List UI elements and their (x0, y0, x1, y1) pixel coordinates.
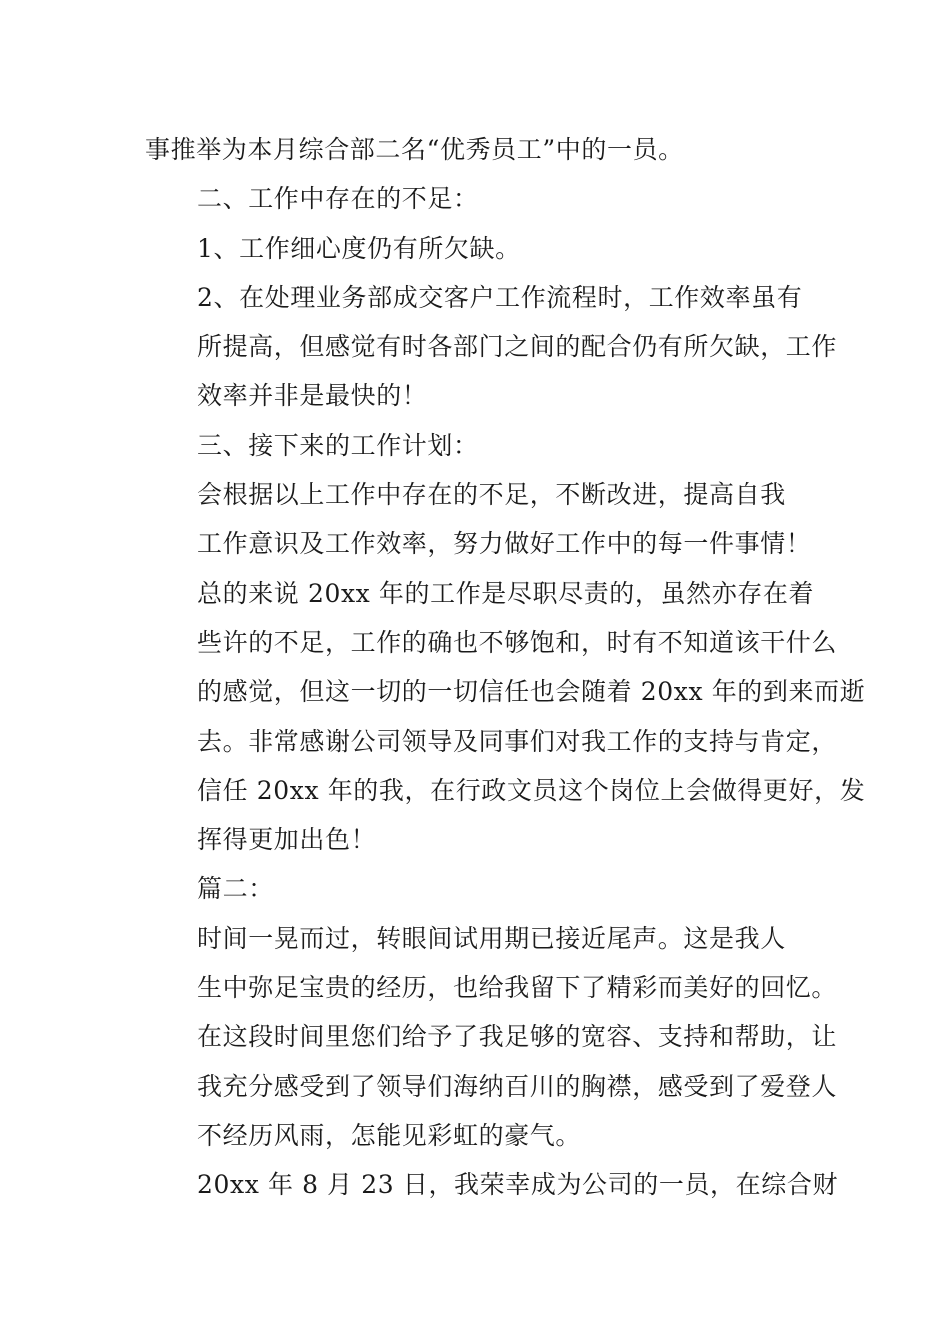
paragraph (145, 421, 810, 470)
text-line: 三、接下来的工作计划： (197, 430, 479, 460)
paragraph (145, 125, 810, 174)
body-text (145, 125, 866, 1210)
text-line: 信任 20xx 年的我，在行政文员这个岗位上会做得更好，发 (197, 775, 866, 805)
text-line: 的感觉，但这一切的一切信任也会随着 20xx 年的到来而逝 (197, 677, 866, 707)
text-line: 事推举为本月综合部二名“优秀员工”中的一员。 (145, 135, 684, 164)
text-line: 20xx 年 8 月 23 日，我荣幸成为公司的一员，在综合财 (197, 1170, 839, 1200)
text-line: 些许的不足，工作的确也不够饱和，时有不知道该干什么 (197, 627, 838, 657)
paragraph (145, 1160, 839, 1209)
text-line: 二、工作中存在的不足： (197, 184, 479, 214)
paragraph (145, 470, 810, 569)
text-line: 不经历风雨，怎能见彩虹的豪气。 (197, 1120, 582, 1150)
paragraph (145, 174, 810, 223)
text-line: 效率并非是最快的！ (197, 381, 428, 411)
paragraph (145, 569, 866, 865)
text-line: 我充分感受到了领导们海纳百川的胸襟，感受到了爱登人 (197, 1071, 838, 1101)
text-line: 去。非常感谢公司领导及同事们对我工作的支持与肯定， (197, 726, 838, 756)
text-line: 会根据以上工作中存在的不足，不断改进，提高自我 (197, 480, 786, 510)
text-line: 在这段时间里您们给予了我足够的宽容、支持和帮助，让 (197, 1022, 838, 1052)
text-line: 所提高，但感觉有时各部门之间的配合仍有所欠缺，工作 (197, 332, 838, 362)
text-line: 总的来说 20xx 年的工作是尽职尽责的，虽然亦存在着 (197, 578, 815, 608)
text-line: 2、在处理业务部成交客户工作流程时，工作效率虽有 (197, 282, 803, 312)
text-line: 工作意识及工作效率，努力做好工作中的每一件事情！ (197, 529, 812, 559)
text-line: 时间一晃而过，转眼间试用期已接近尾声。这是我人 (197, 923, 786, 953)
paragraph (145, 914, 838, 1160)
text-line: 挥得更加出色！ (197, 825, 377, 855)
paragraph (145, 224, 810, 273)
paragraph (145, 864, 810, 913)
paragraph (145, 273, 838, 421)
text-line: 篇二： (197, 874, 274, 904)
text-line: 1、工作细心度仍有所欠缺。 (197, 233, 521, 263)
text-line: 生中弥足宝贵的经历，也给我留下了精彩而美好的回忆。 (197, 973, 838, 1003)
